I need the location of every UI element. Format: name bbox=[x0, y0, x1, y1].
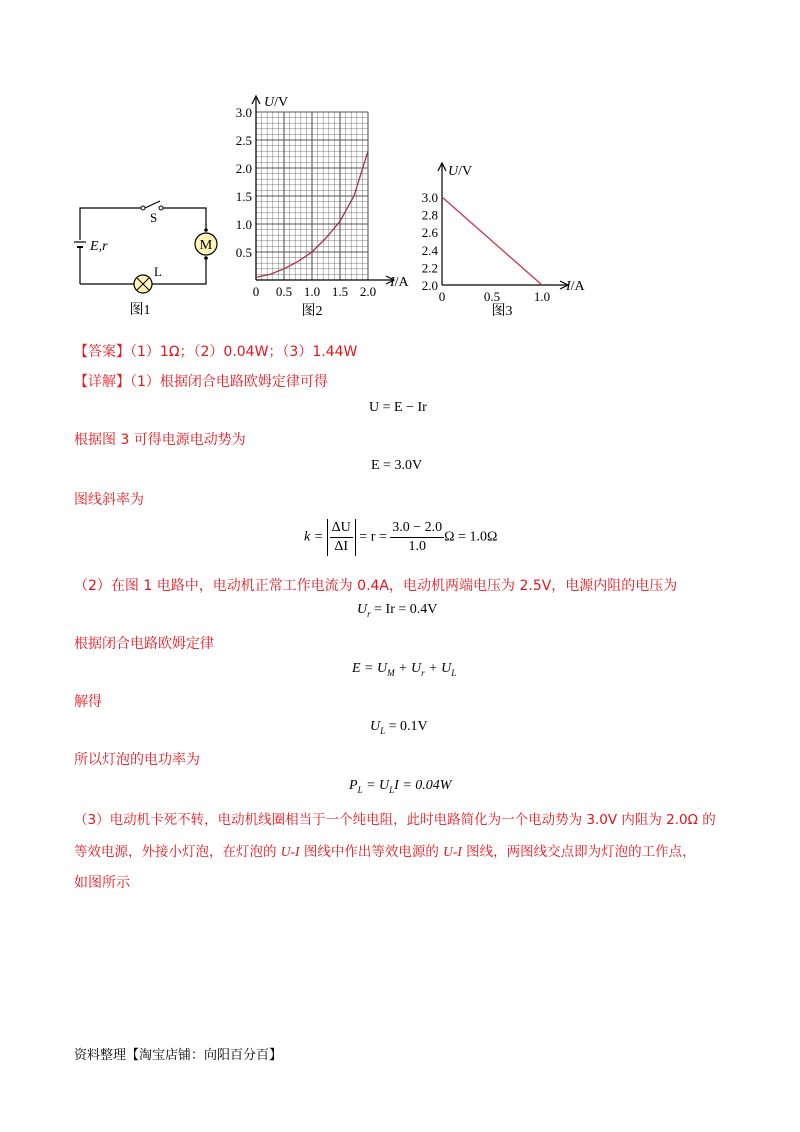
equation-5: $E = U_M + U_r + U_L$ bbox=[352, 661, 457, 678]
figure-2-grid bbox=[256, 112, 368, 280]
y-tick-label: 3.0 bbox=[235, 105, 252, 120]
figure-2-caption: 图2 bbox=[301, 304, 323, 319]
y-tick-label: 3.0 bbox=[421, 190, 438, 205]
x-tick-label: 2.0 bbox=[359, 284, 377, 299]
detail-p8c: 如图所示 bbox=[74, 875, 130, 891]
equation-1: U = E − Ir bbox=[369, 400, 427, 415]
figure-1-circuit bbox=[70, 190, 230, 320]
detail-p8b: 等效电源，外接小灯泡，在灯泡的 U-I 图线中作出等效电源的 U-I 图线，两图线交点即为灯泡的工作点， bbox=[74, 844, 696, 860]
figure-3-caption: 图3 bbox=[491, 304, 513, 319]
detail-p8a: （3）电动机卡死不转，电动机线圈相当于一个纯电阻，此时电路简化为一个电动势为 3.0V 内阻为 2.0Ω 的 bbox=[74, 812, 716, 828]
detail-p7: 所以灯泡的电功率为 bbox=[74, 752, 200, 768]
footer-text: 资料整理【淘宝店铺：向阳百分百】 bbox=[74, 1048, 283, 1063]
y-tick-label: 1.5 bbox=[235, 189, 252, 204]
switch-blade bbox=[145, 201, 160, 208]
x-tick-label: 0.5 bbox=[275, 284, 293, 299]
detail-p1: （1）根据闭合电路欧姆定律可得 bbox=[130, 374, 328, 390]
y-tick-label: 2.6 bbox=[421, 225, 438, 241]
equation-6: $U_L = 0.1V$ bbox=[370, 719, 428, 736]
y-tick-label: 2.4 bbox=[421, 242, 438, 258]
detail-p2: 根据图 3 可得电源电动势为 bbox=[74, 432, 246, 448]
y-tick-label: 2.0 bbox=[235, 161, 252, 176]
y-tick-label: 2.5 bbox=[235, 133, 252, 148]
detail-label: 【详解】 bbox=[74, 374, 130, 390]
detail-line-1 bbox=[74, 372, 328, 392]
y-tick-label: 0.5 bbox=[235, 245, 252, 260]
lamp-label: L bbox=[154, 264, 162, 279]
answer-parts: （1）1Ω；（2）0.04W；（3）1.44W bbox=[130, 344, 358, 360]
answer-label: 【答案】 bbox=[74, 344, 130, 360]
y-tick-label: 2.8 bbox=[421, 207, 438, 223]
wire-top-right bbox=[162, 208, 206, 230]
x-tick-label: 1.0 bbox=[533, 289, 551, 304]
detail-p3: 图线斜率为 bbox=[74, 492, 144, 508]
detail-p5: 根据闭合电路欧姆定律 bbox=[74, 636, 214, 652]
figure-2-y-axis-label: U/V bbox=[264, 95, 289, 110]
motor-label: M bbox=[199, 238, 213, 253]
x-tick-label: 0 bbox=[252, 284, 260, 299]
equation-3: k = $\frac{\Delta U}{\Delta I}$ = r = $\frac{3.0 - 2.0}{1.0}$ Ω = 1.0Ω bbox=[304, 520, 498, 554]
figure-3-y-axis-label: U/V bbox=[448, 164, 473, 179]
equation-7: $P_L = U_LI = 0.04W$ bbox=[349, 778, 452, 795]
wire-top-left bbox=[80, 208, 142, 230]
x-tick-label: 0.5 bbox=[483, 289, 501, 304]
answer-line bbox=[74, 342, 357, 362]
detail-p6: 解得 bbox=[74, 694, 102, 710]
x-tick-label: 0 bbox=[438, 289, 446, 304]
equation-4: $U_r = Ir = 0.4V$ bbox=[357, 602, 438, 619]
figure-1-caption: 图1 bbox=[129, 303, 151, 318]
source-label: E,r bbox=[90, 239, 108, 254]
figure-3-axes bbox=[438, 163, 568, 289]
figure-3-x-axis-label: I/A bbox=[566, 279, 585, 294]
switch-label: S bbox=[150, 210, 158, 225]
x-tick-label: 1.0 bbox=[303, 284, 321, 299]
figure-3-line bbox=[442, 197, 542, 285]
y-tick-label: 1.0 bbox=[235, 217, 252, 232]
x-tick-label: 1.5 bbox=[331, 284, 349, 299]
y-tick-label: 2.0 bbox=[421, 278, 438, 293]
equation-2: E = 3.0V bbox=[371, 458, 423, 473]
detail-p4: （2）在图 1 电路中，电动机正常工作电流为 0.4A，电动机两端电压为 2.5V，电源内阻的电压为 bbox=[74, 578, 678, 594]
figure-2-x-axis-label: I/A bbox=[390, 275, 409, 290]
figure-2-chart bbox=[232, 90, 422, 325]
figure-3-chart bbox=[412, 155, 602, 325]
y-tick-label: 2.2 bbox=[421, 260, 438, 276]
